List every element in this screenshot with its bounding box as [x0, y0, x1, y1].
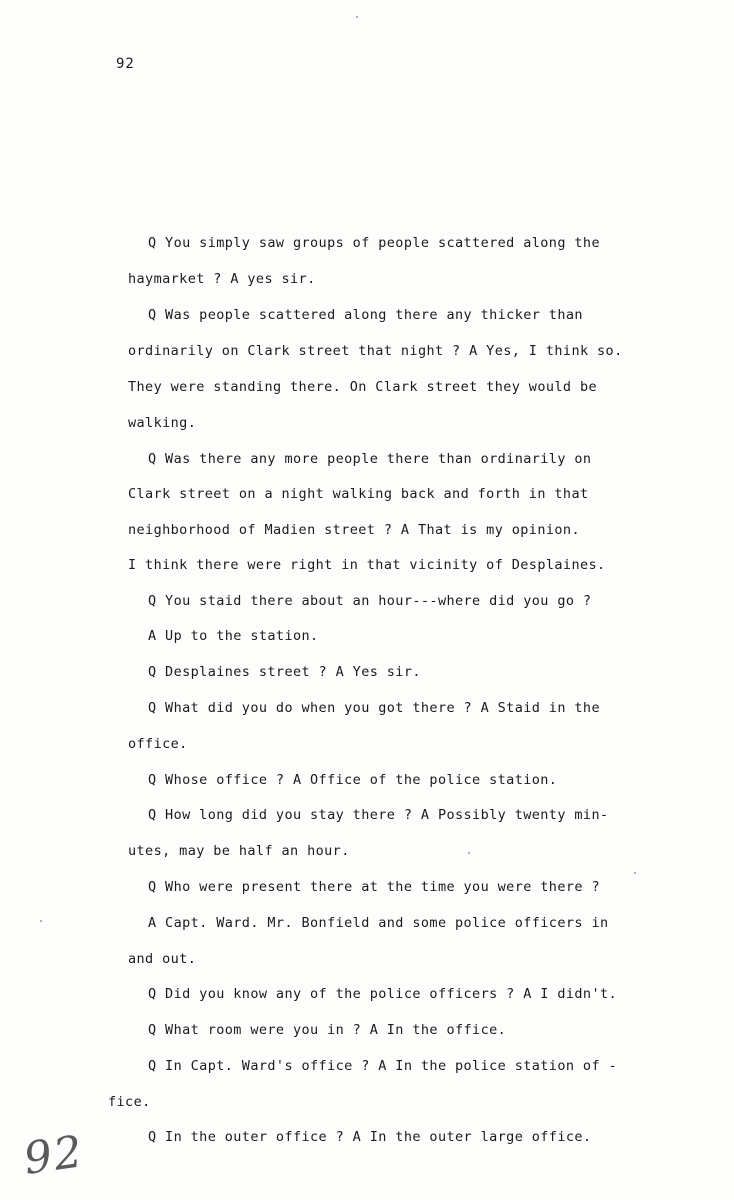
transcript-line: Q Was people scattered along there any thicker than [148, 307, 583, 323]
paper-speck [468, 852, 470, 854]
paper-speck [634, 872, 636, 874]
transcript-line: A Up to the station. [148, 628, 319, 644]
transcript-line: fice. [108, 1094, 151, 1110]
handwritten-page-mark: 92 [20, 1126, 88, 1185]
transcript-line: Q Was there any more people there than ordinarily on [148, 451, 592, 467]
transcript-line: Q What did you do when you got there ? A Staid in the [148, 700, 600, 716]
transcript-line: I think there were right in that vicinity of Desplaines. [128, 557, 606, 573]
paper-speck [356, 16, 358, 18]
transcript-line: Q How long did you stay there ? A Possibly twenty min- [148, 807, 609, 823]
transcript-line: Q You staid there about an hour---where did you go ? [148, 593, 592, 609]
transcript-line: Q Whose office ? A Office of the police station. [148, 772, 558, 788]
transcript-line: ordinarily on Clark street that night ? A Yes, I think so. [128, 343, 623, 359]
transcript-line: office. [128, 736, 188, 752]
page-number: 92 [116, 56, 135, 72]
transcript-line: Q Did you know any of the police officers ? A I didn't. [148, 986, 618, 1002]
transcript-line: neighborhood of Madien street ? A That is my opinion. [128, 522, 580, 538]
transcript-line: Q Who were present there at the time you were there ? [148, 879, 600, 895]
paper-speck [40, 920, 42, 922]
transcript-line: and out. [128, 951, 197, 967]
transcript-line: Q In the outer office ? A In the outer large office. [148, 1129, 592, 1145]
transcript-line: Q What room were you in ? A In the office. [148, 1022, 507, 1038]
transcript-line: Q Desplaines street ? A Yes sir. [148, 664, 421, 680]
transcript-line: Clark street on a night walking back and forth in that [128, 486, 589, 502]
transcript-line: A Capt. Ward. Mr. Bonfield and some police officers in [148, 915, 609, 931]
transcript-line: Q You simply saw groups of people scattered along the [148, 235, 600, 251]
transcript-line: haymarket ? A yes sir. [128, 271, 316, 287]
transcript-line: They were standing there. On Clark street they would be [128, 379, 598, 395]
transcript-line: Q In Capt. Ward's office ? A In the police station of - [148, 1058, 618, 1074]
transcript-line: utes, may be half an hour. [128, 843, 350, 859]
transcript-line: walking. [128, 415, 197, 431]
